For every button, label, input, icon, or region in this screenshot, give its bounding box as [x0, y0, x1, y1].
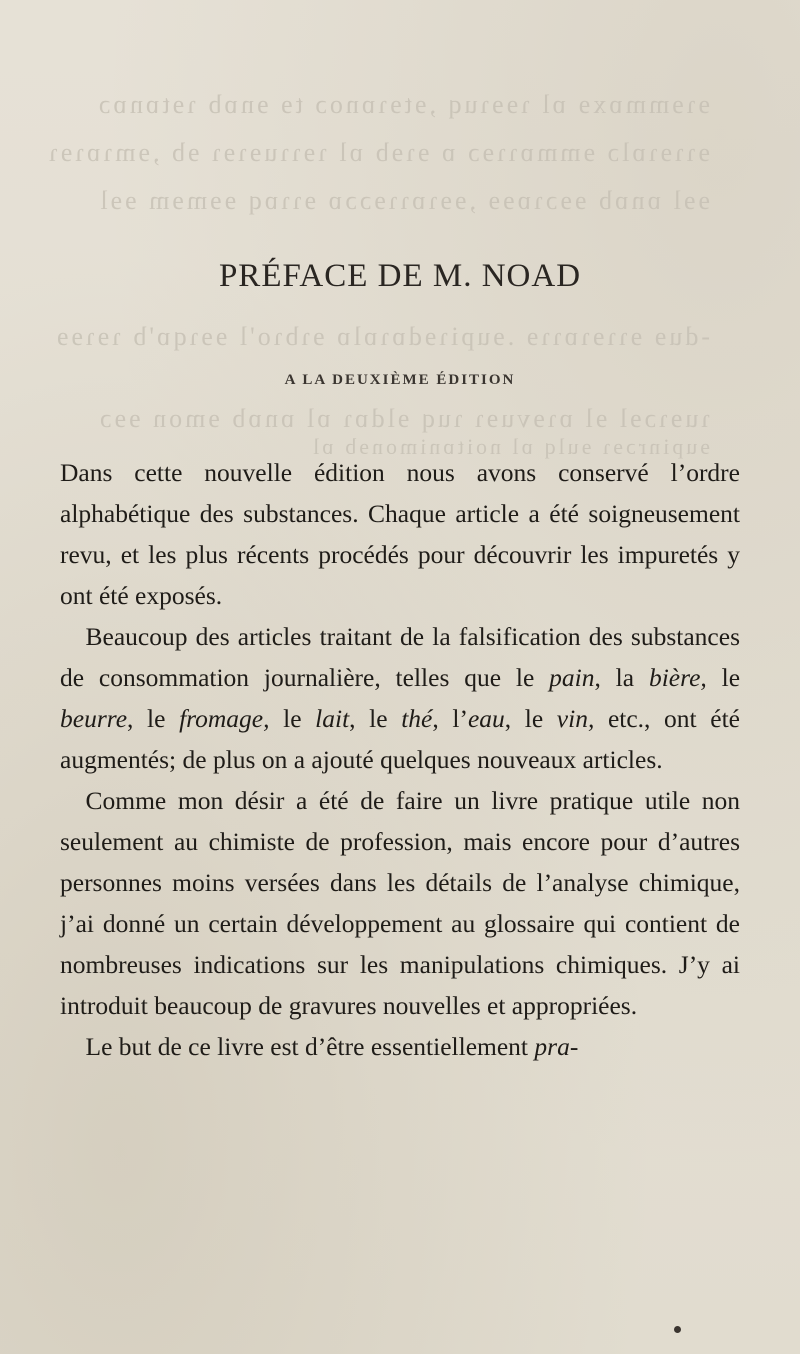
paragraph-2: Beaucoup des articles traitant de la falsification des substances de consommation journalière, telles que le pain, la bière, le beurre, le fromage, le lait, le thé, l’eau, le vin, etc., ont été augmentés; de plus on a ajouté quelques nouveaux articles.: [60, 622, 741, 774]
italic-term: beurre: [60, 704, 128, 733]
italic-term: thé: [401, 704, 433, 733]
bleed-through-text: ɘɘl ɒnɒb ɘɘɔɿɒɘɘ ,ɘɘɿɒɿɿɘɔɔɒ ɘɿɿɒq ɘɘmɘm ɘɘl: [97, 186, 710, 215]
italic-term: fromage,: [179, 704, 270, 733]
italic-term: pain: [549, 663, 595, 692]
page-title: PRÉFACE DE M. NOAD: [218, 258, 582, 294]
italic-term: lait: [315, 704, 350, 733]
paragraph-1: Dans cette nouvelle édition nous avons conservé l’ordre alphabétique des substances. Chaque article a été soigneusement revu, et les plus récents procédés pour découvrir les impuretés y ont été exposés.: [60, 458, 740, 610]
page-mark-dot: [674, 1326, 681, 1333]
bleed-through-text: -duɘ ɘɿɿɘɿɒɿɿɘ .ɘupiɿɘdɒɿɒlɒ ɘɿbɿo'l ɘɘɿqɒ'b ɿɘɿɘɘ: [53, 322, 710, 351]
bleed-through-text: ɘupinrɔɘɿ ɘulq ɒl noitɒnimonɘb ɒl: [310, 434, 710, 459]
italic-term: eau: [467, 704, 505, 733]
italic-term: vin,: [556, 704, 595, 733]
paragraph-4: Le but de ce livre est d’être essentiellement pra-: [85, 1032, 579, 1061]
italic-term: bière,: [648, 663, 707, 692]
bleed-through-text: ɘɿɘmmɒxɘ ɒl ɿɘɘɿuq ,ɘtɘɿɒnoɔ tɘ ɘnɒb ɿɘtɒnɒɔ: [95, 90, 710, 119]
bleed-through-text: ɿuɘɿɔɘl ɘl ɒɿɘvuɘɿ ɿuq ɘldɒɿ ɒl ɒnɒb ɘmon ɘɘɔ: [97, 404, 710, 433]
page-subtitle: A LA DEUXIÈME ÉDITION: [284, 372, 516, 388]
preface-body: [60, 452, 740, 1067]
italic-term: pra-: [534, 1032, 579, 1061]
bleed-through-text: ɘɿɿɘɿɒlɔ ɘmmɒɿɿɘɔ ɒ ɘɿɘb ɒl ɿɘɿɿuɘɿɘɿ ɘb ,ɘmɿɒɿɘɿ: [46, 138, 710, 167]
paragraph-3: Comme mon désir a été de faire un livre pratique utile non seulement au chimiste de profession, mais encore pour d’autres personnes moins versées dans les détails de l’analyse chimique, j’ai donné un certain développement au glossaire qui contient de nombreuses indications sur les manipulations chimiques. J’y ai introduit beaucoup de gravures nouvelles et appropriées.: [60, 786, 740, 1020]
